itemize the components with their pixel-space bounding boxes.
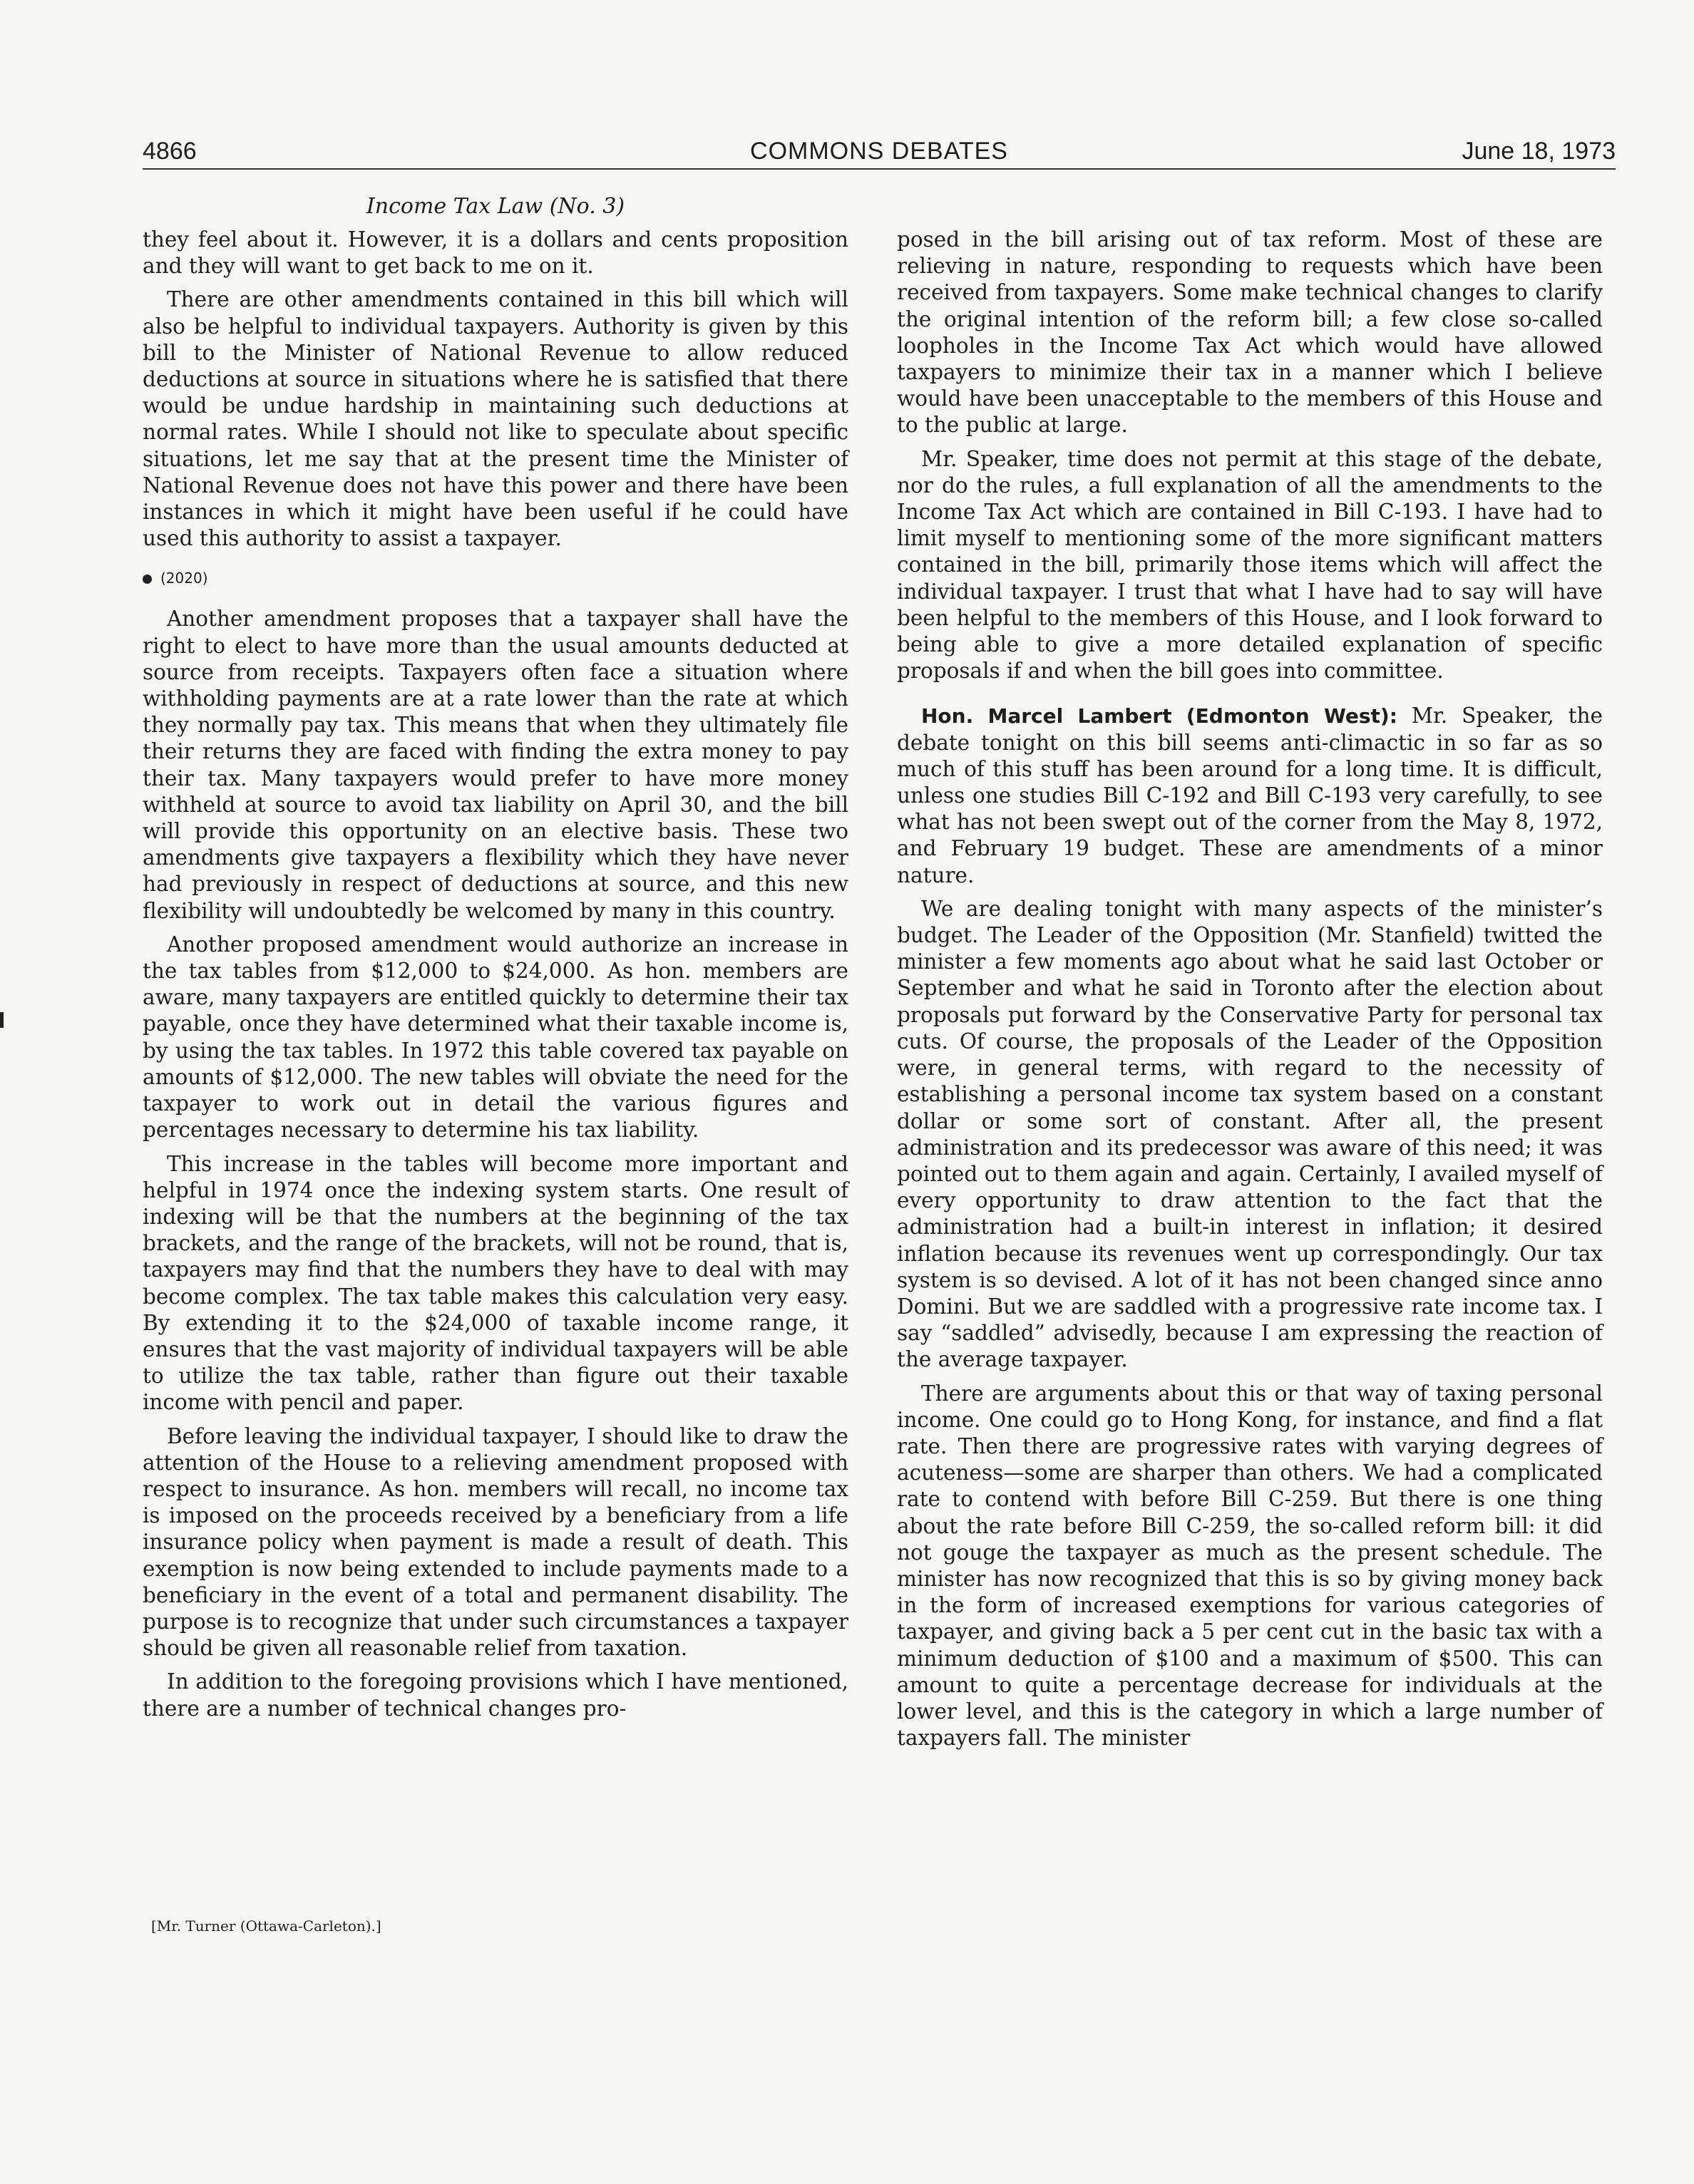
timestamp-text: (2020) — [160, 570, 208, 587]
page-number: 4866 — [143, 138, 197, 165]
paragraph: posed in the bill arising out of tax reform. Most of these are relieving in nature, responding to requests which have been received from taxpayers. Some make technical changes to clarify the original intention of the reform bill; a few close so-called loopholes in the Income Tax Act which would have allowed taxpayers to minimize their tax in a manner which I believe would have been unacceptable to the members of this House and to the public at large. — [897, 227, 1603, 438]
paragraph: This increase in the tables will become more important and helpful in 1974 once the indexing system starts. One result of indexing will be that the numbers at the beginning of the tax brackets, and the range of the brackets, will not be round, that is, taxpayers may find that the numbers they have to deal with may become complex. The tax table makes this calculation very easy. By extending it to the $24,000 of taxable income range, it ensures that the vast majority of individual taxpayers will be able to utilize the tax table, rather than figure out their taxable income with pencil and paper. — [143, 1151, 848, 1415]
paragraph: Before leaving the individual taxpayer, I should like to draw the attention of the House to a relieving amendment proposed with respect to insurance. As hon. members will recall, no income tax is imposed on the proceeds received by a beneficiary from a life insurance policy when payment is made a result of death. This exemption is now being extended to include payments made to a beneficiary in the event of a total and permanent disability. The purpose is to recognize that under such circumstances a taxpayer should be given all reasonable relief from taxation. — [143, 1423, 848, 1661]
page-header — [143, 137, 1616, 170]
paragraph: they feel about it. However, it is a dollars and cents proposition and they will want to get back to me on it. — [143, 227, 848, 279]
paragraph: Another amendment proposes that a taxpayer shall have the right to elect to have more than the usual amounts deducted at source from receipts. Taxpayers often face a situation where withholding payments are at a rate lower than the rate at which they normally pay tax. This means that when they ultimately file their returns they are faced with finding the extra money to pay their tax. Many taxpayers would prefer to have more money withheld at source to avoid tax liability on April 30, and the bill will provide this opportunity on an elective basis. These two amendments give taxpayers a flexibility which they have never had previously in respect of deductions at source, and this new flexibility will undoubtedly be welcomed by many in this country. — [143, 607, 848, 923]
speaker-attribution: [Mr. Turner (Ottawa-Carleton).] — [151, 1917, 381, 1935]
speaker-name: Hon. Marcel Lambert (Edmonton West): — [921, 704, 1397, 728]
publication-title: COMMONS DEBATES — [750, 138, 1008, 165]
paragraph: There are other amendments contained in this bill which will also be helpful to individual taxpayers. Authority is given by this bill to the Minister of National Revenue to allow reduced deductions at source in situations where he is satisfied that there would be undue hardship in maintaining such deductions at normal rates. While I should not like to speculate about specific situations, let me say that at the present time the Minister of National Revenue does not have this power and there have been instances in which it might have been useful if he could have used this authority to assist a taxpayer. — [143, 287, 848, 551]
left-column — [143, 227, 848, 1729]
speaker-paragraph — [897, 703, 1603, 888]
paragraph: Another proposed amendment would authorize an increase in the tax tables from $12,000 to $24,000. As hon. members are aware, many taxpayers are entitled quickly to determine their tax payable, once they have determined what their taxable income is, by using the tax tables. In 1972 this table covered tax payable on amounts of $12,000. The new tables will obviate the need for the taxpayer to work out in detail the various figures and percentages necessary to determine his tax liability. — [143, 932, 848, 1143]
paragraph: In addition to the foregoing provisions which I have mentioned, there are a number of technical changes pro- — [143, 1669, 848, 1721]
bullet-icon — [143, 575, 152, 584]
scan-edge-mark — [0, 1012, 4, 1028]
right-column — [897, 227, 1603, 1758]
speaker-text: Mr. Speaker, the debate tonight on this bill seems anti-climactic in so far as so much of this stuff has been around for a long time. It is difficult, unless one studies Bill C-192 and Bill C-193 very carefully, to see what has not been swept out of the corner from the May 8, 1972, and February 19 budget. These are amendments of a minor nature. — [897, 704, 1603, 887]
paragraph: Mr. Speaker, time does not permit at this stage of the debate, nor do the rules, a full explanation of all the amendments to the Income Tax Act which are contained in Bill C-193. I have had to limit myself to mentioning some of the more significant matters contained in the bill, primarily those items which will affect the individual taxpayer. I trust that what I have had to say will have been helpful to the members of this House, and I look forward to being able to give a more detailed explanation of specific proposals if and when the bill goes into committee. — [897, 446, 1603, 684]
paragraph: There are arguments about this or that way of taxing personal income. One could go to Hong Kong, for instance, and find a flat rate. Then there are progressive rates with varying degrees of acuteness—some are sharper than others. We had a complicated rate to contend with before Bill C-259. But there is one thing about the rate before Bill C-259, the so-called reform bill: it did not gouge the taxpayer as much as the present schedule. The minister has now recognized that this is so by giving money back in the form of increased exemptions for various categories of taxpayer, and giving back a 5 per cent cut in the basic tax with a minimum deduction of $100 and a maximum of $500. This can amount to quite a percentage decrease for individuals at the lower level, and this is the category in which a large number of taxpayers fall. The minister — [897, 1381, 1603, 1751]
running-head: Income Tax Law (No. 3) — [366, 194, 625, 219]
timestamp-marker — [143, 567, 848, 589]
publication-date: June 18, 1973 — [1462, 138, 1616, 165]
paragraph: We are dealing tonight with many aspects of the minister’s budget. The Leader of the Opposition (Mr. Stanfield) twitted the minister a few moments ago about what he said last October or September and what he said in Toronto after the election about proposals put forward by the Conservative Party for personal tax cuts. Of course, the proposals of the Leader of the Opposition were, in general terms, with regard to the necessity of establishing a personal income tax system based on a constant dollar or some sort of constant. After all, the present administration and its predecessor was aware of this need; it was pointed out to them again and again. Certainly, I availed myself of every opportunity to draw attention to the fact that the administration had a built-in interest in inflation; it desired inflation because its revenues went up correspondingly. Our tax system is so devised. A lot of it has not been changed since anno Domini. But we are saddled with a progressive rate income tax. I say “saddled” advisedly, because I am expressing the reaction of the average taxpayer. — [897, 896, 1603, 1372]
